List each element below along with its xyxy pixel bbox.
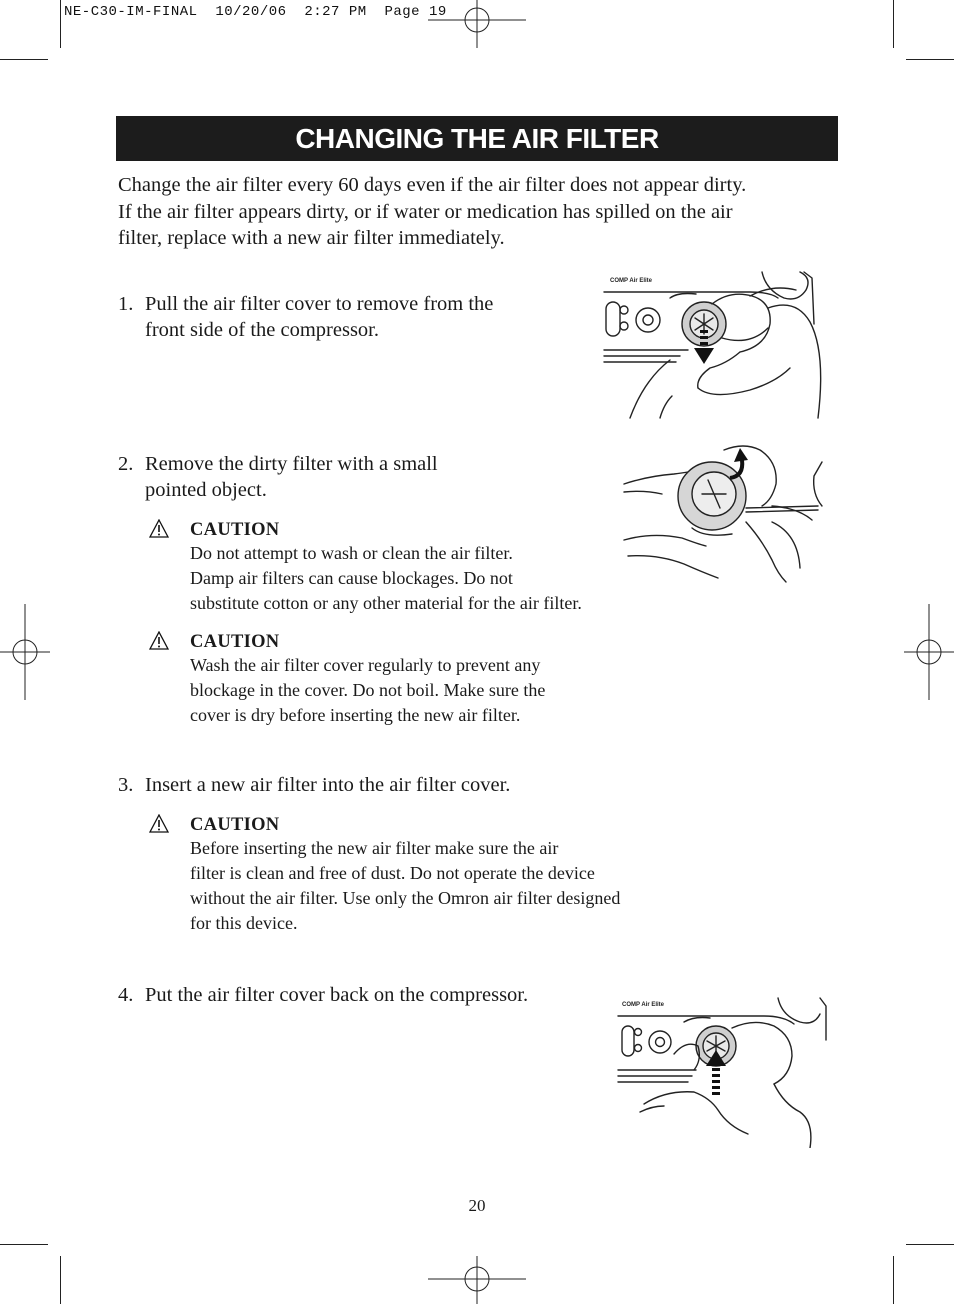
step-number: 2. (118, 453, 134, 475)
step-2 (118, 451, 578, 511)
caution-line: Before inserting the new air filter make sure the air (190, 838, 559, 858)
registration-mark-right (904, 604, 954, 700)
step-text-line: front side of the compressor. (145, 319, 379, 341)
illustration-replace-cover (614, 994, 830, 1148)
step-1 (118, 291, 578, 351)
illustration-remove-filter (622, 436, 828, 588)
warning-triangle-icon (149, 519, 169, 538)
device-brand-label: COMP Air Elite (610, 278, 653, 284)
warning-triangle-icon (149, 814, 169, 833)
step-text-line: Insert a new air filter into the air filter cover. (145, 774, 511, 796)
intro-line: Change the air filter every 60 days even if the air filter does not appear dirty. (118, 174, 747, 196)
step-text-line: Put the air filter cover back on the compressor. (145, 984, 529, 1006)
caution-line: substitute cotton or any other material for the air filter. (190, 593, 582, 613)
step-text-line: Pull the air filter cover to remove from the (145, 293, 494, 315)
caution-heading: CAUTION (190, 632, 280, 652)
step-text-line: pointed object. (145, 479, 267, 501)
caution-block-2 (190, 632, 690, 728)
caution-block-3 (190, 815, 730, 936)
device-brand-label: COMP Air Elite (622, 1002, 665, 1008)
caution-line: Wash the air filter cover regularly to prevent any (190, 655, 541, 675)
caution-line: Damp air filters can cause blockages. Do not (190, 568, 513, 588)
step-number: 1. (118, 293, 134, 315)
step-number: 4. (118, 984, 134, 1006)
step-number: 3. (118, 774, 134, 796)
printer-slug: NE-C30-IM-FINAL 10/20/06 2:27 PM Page 19 (64, 4, 447, 20)
caution-line: Do not attempt to wash or clean the air filter. (190, 543, 513, 563)
step-3 (118, 772, 718, 802)
illustration-remove-cover (600, 268, 830, 420)
caution-line: for this device. (190, 913, 298, 933)
page-number: 20 (468, 1196, 486, 1215)
registration-mark-left (0, 604, 50, 700)
page-title: CHANGING THE AIR FILTER (295, 122, 659, 154)
intro-line: If the air filter appears dirty, or if water or medication has spilled on the air (118, 200, 733, 223)
warning-triangle-icon (149, 631, 169, 650)
caution-block-1 (190, 520, 690, 616)
caution-line: blockage in the cover. Do not boil. Make sure the (190, 680, 546, 700)
caution-heading: CAUTION (190, 815, 280, 835)
step-text-line: Remove the dirty filter with a small (145, 453, 438, 475)
caution-line: filter is clean and free of dust. Do not operate the device (190, 863, 595, 883)
intro-line: filter, replace with a new air filter immediately. (118, 227, 505, 249)
registration-mark-top (428, 0, 526, 50)
caution-line: without the air filter. Use only the Omron air filter designed (190, 888, 621, 908)
caution-line: cover is dry before inserting the new air filter. (190, 705, 521, 725)
section-title-bar (116, 116, 838, 161)
registration-mark-bottom (428, 1254, 526, 1304)
intro-paragraph (118, 172, 838, 252)
caution-heading: CAUTION (190, 520, 280, 540)
